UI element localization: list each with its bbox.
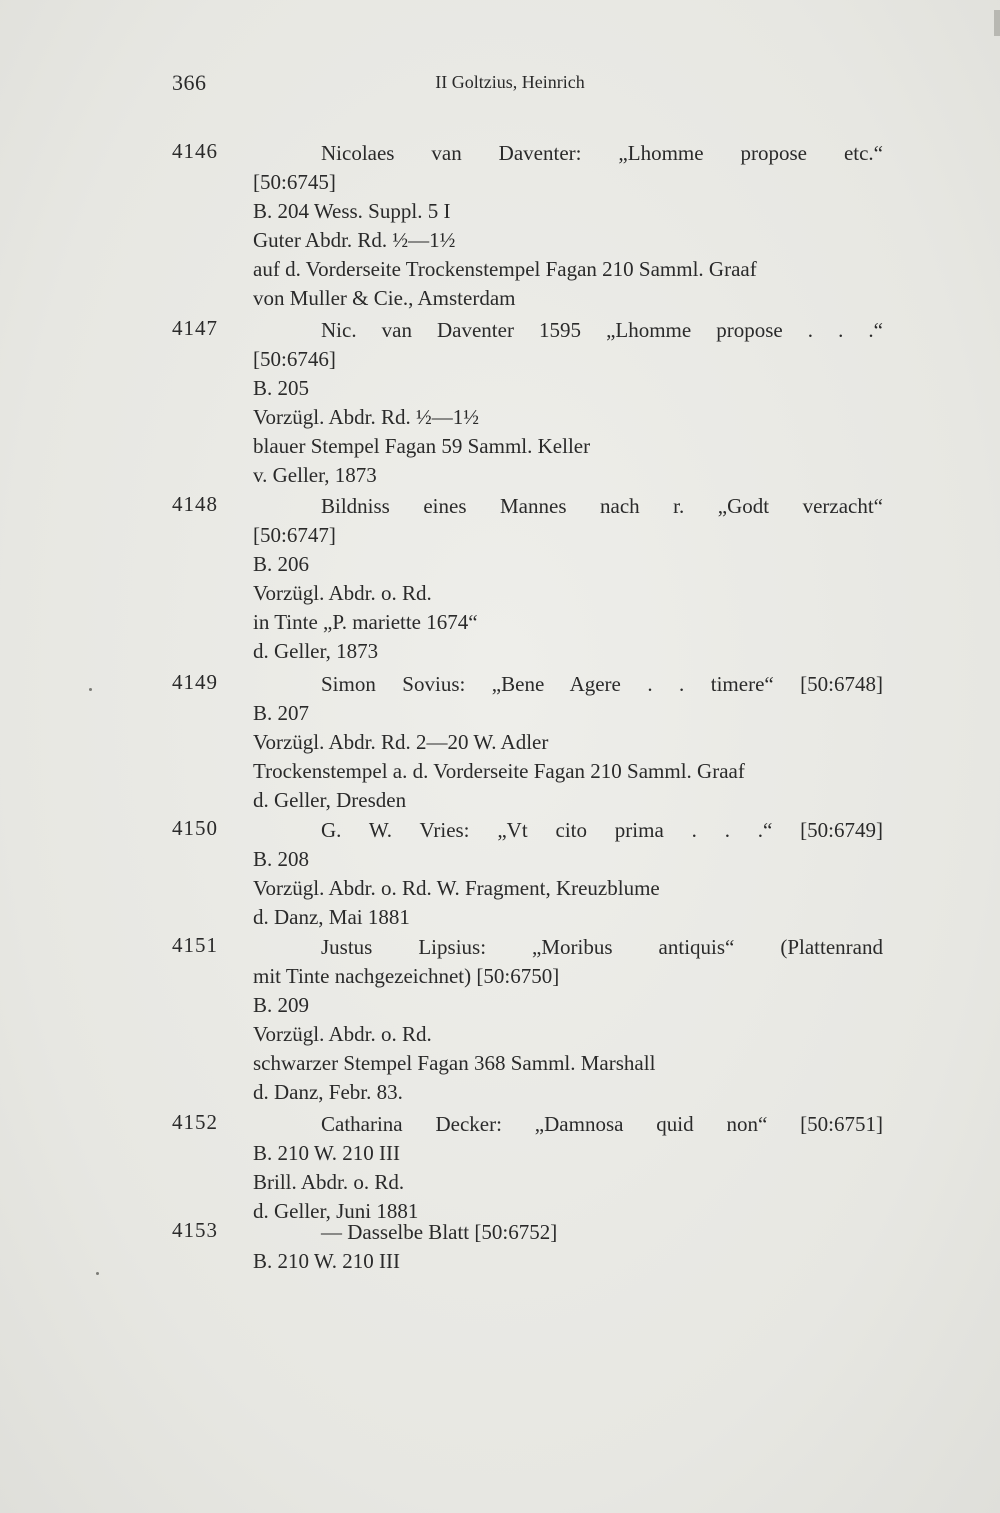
entry-line: B. 209 (253, 993, 310, 1017)
page-number: 366 (172, 70, 207, 95)
entry-line: mit Tinte nachgezeichnet) [50:6750] (253, 964, 560, 988)
entry-line: Justus Lipsius: „Moribus antiquis“ (Plattenrand (321, 935, 883, 959)
entry-text (253, 139, 883, 313)
entry-line: d. Geller, 1873 (253, 639, 379, 663)
entry-line: B. 210 W. 210 III (253, 1141, 400, 1165)
entry-line: Vorzügl. Abdr. o. Rd. (253, 1022, 432, 1046)
entry-number: 4152 (172, 1110, 218, 1134)
entry-line: d. Geller, Dresden (253, 788, 407, 812)
entry-number: 4153 (172, 1218, 218, 1242)
entry-line: d. Geller, Juni 1881 (253, 1199, 419, 1223)
entry-line: auf d. Vorderseite Trockenstempel Fagan 210 Samml. Graaf (253, 257, 757, 281)
entry-line: [50:6746] (253, 347, 336, 371)
entry-line: schwarzer Stempel Fagan 368 Samml. Marshall (253, 1051, 656, 1075)
entry-text (253, 816, 883, 932)
entry-line: d. Danz, Febr. 83. (253, 1080, 403, 1104)
entry-line: G. W. Vries: „Vt cito prima . . .“ [50:6749] (321, 818, 883, 842)
entry-line: Brill. Abdr. o. Rd. (253, 1170, 405, 1194)
entry-text (253, 316, 883, 490)
paper-speck (96, 1272, 99, 1275)
entry-line: Vorzügl. Abdr. Rd. 2—20 W. Adler (253, 730, 549, 754)
entry-line: B. 206 (253, 552, 310, 576)
entry-line: v. Geller, 1873 (253, 463, 377, 487)
entry-line: Simon Sovius: „Bene Agere . . timere“ [50:6748] (321, 672, 883, 696)
entry-line: blauer Stempel Fagan 59 Samml. Keller (253, 434, 591, 458)
entry-line: Vorzügl. Abdr. o. Rd. W. Fragment, Kreuzblume (253, 876, 660, 900)
entry-line: Vorzügl. Abdr. Rd. ½—1½ (253, 405, 479, 429)
entry-line: Nic. van Daventer 1595 „Lhomme propose . . .“ (321, 318, 883, 342)
entry-number: 4146 (172, 139, 218, 163)
page-edge-mark (994, 10, 1000, 36)
entry-line: Catharina Decker: „Damnosa quid non“ [50:6751] (321, 1112, 883, 1136)
entry-line: Vorzügl. Abdr. o. Rd. (253, 581, 432, 605)
entry-number: 4149 (172, 670, 218, 694)
entry-line: — Dasselbe Blatt [50:6752] (321, 1220, 558, 1244)
entry-number: 4148 (172, 492, 218, 516)
entry-number: 4150 (172, 816, 218, 840)
entry-line: Trockenstempel a. d. Vorderseite Fagan 210 Samml. Graaf (253, 759, 745, 783)
running-head: II Goltzius, Heinrich (435, 72, 585, 92)
entry-line: Nicolaes van Daventer: „Lhomme propose etc.“ (321, 141, 883, 165)
entry-line: von Muller & Cie., Amsterdam (253, 286, 516, 310)
entry-line: [50:6747] (253, 523, 336, 547)
entry-line: in Tinte „P. mariette 1674“ (253, 610, 478, 634)
entry-text (253, 1110, 883, 1226)
paper-speck (89, 688, 92, 691)
entry-line: B. 208 (253, 847, 310, 871)
entry-line: B. 207 (253, 701, 310, 725)
entry-number: 4151 (172, 933, 218, 957)
entry-line: Guter Abdr. Rd. ½—1½ (253, 228, 456, 252)
entry-text (253, 1218, 883, 1276)
entry-line: Bildniss eines Mannes nach r. „Godt verzacht“ (321, 494, 883, 518)
entry-line: [50:6745] (253, 170, 336, 194)
entry-text (253, 933, 883, 1107)
entry-line: d. Danz, Mai 1881 (253, 905, 410, 929)
entry-line: B. 210 W. 210 III (253, 1249, 400, 1273)
entry-number: 4147 (172, 316, 218, 340)
entry-text (253, 670, 883, 815)
entry-text (253, 492, 883, 666)
entry-line: B. 205 (253, 376, 310, 400)
entry-line: B. 204 Wess. Suppl. 5 I (253, 199, 451, 223)
